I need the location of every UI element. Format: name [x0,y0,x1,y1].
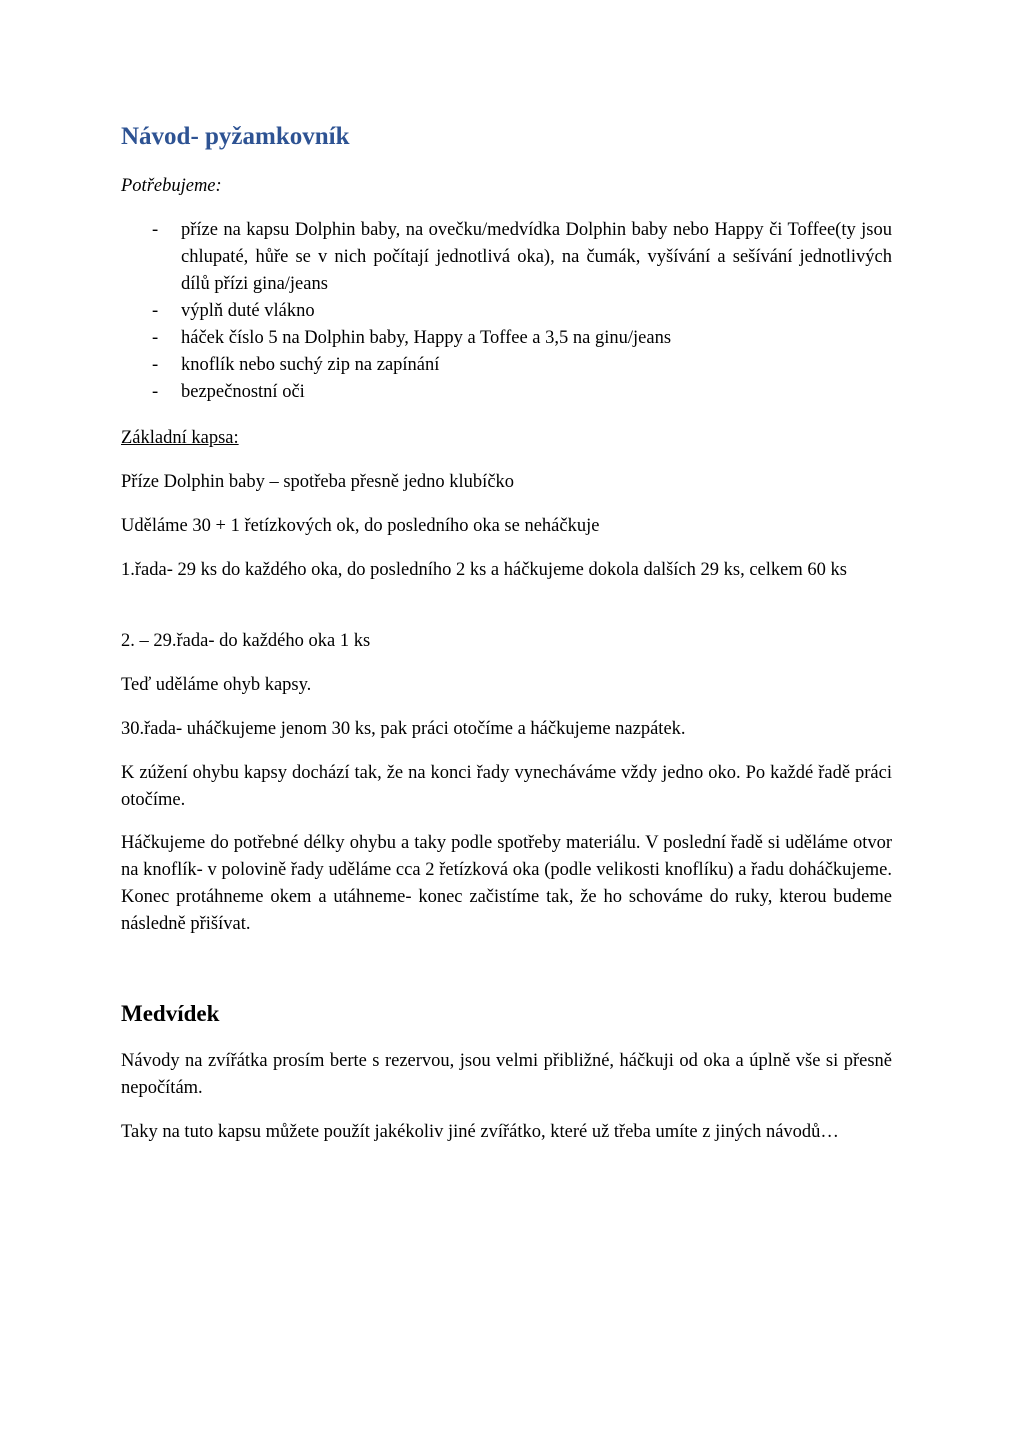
paragraph: 30.řada- uháčkujeme jenom 30 ks, pak práci otočíme a háčkujeme nazpátek. [121,719,686,739]
paragraph: 2. – 29.řada- do každého oka 1 ks [121,631,371,651]
list-item [121,325,892,352]
list-item-text: výplň duté vlákno [181,301,315,321]
list-dash: - [152,328,159,348]
list-dash: - [152,382,159,402]
list-item [121,217,892,298]
section-heading-medvidek: Medvídek [121,1001,220,1026]
needs-list [121,217,892,406]
list-dash: - [152,301,159,321]
list-dash: - [152,220,159,240]
list-item-text: bezpečnostní oči [181,382,305,402]
paragraph: Příze Dolphin baby – spotřeba přesně jedno klubíčko [121,472,515,492]
paragraph: Uděláme 30 + 1 řetízkových ok, do posledního oka se neháčkuje [121,516,600,536]
paragraph: Háčkujeme do potřebné délky ohybu a taky podle spotřeby materiálu. V poslední řadě si uděláme otvor na knoflík- v polovině řady uděláme cca 2 řetízková oka (podle velikosti knoflíku) a řadu doháčkujeme. Konec protáhneme okem a utáhneme- konec začistíme tak, že ho schováme do ruky, kterou budeme následně přišívat. [121,833,892,934]
list-item [121,298,892,325]
paragraph: Návody na zvířátka prosím berte s rezervou, jsou velmi přibližné, háčkuji od oka a úplně vše si přesně nepočítám. [121,1051,892,1098]
list-item [121,352,892,379]
list-item [121,379,892,406]
needs-label: Potřebujeme: [121,176,222,196]
paragraph: Teď uděláme ohyb kapsy. [121,675,312,695]
paragraph: K zúžení ohybu kapsy dochází tak, že na konci řady vynecháváme vždy jedno oko. Po každé řadě práci otočíme. [121,763,892,810]
list-dash: - [152,355,159,375]
paragraph: 1.řada- 29 ks do každého oka, do posledního 2 ks a háčkujeme dokola dalších 29 ks, celkem 60 ks [121,560,847,580]
list-item-text: háček číslo 5 na Dolphin baby, Happy a Toffee a 3,5 na ginu/jeans [181,328,672,348]
page-title: Návod- pyžamkovník [121,123,350,150]
paragraph: Taky na tuto kapsu můžete použít jakékoliv jiné zvířátko, které už třeba umíte z jiných návodů… [121,1122,839,1142]
section-heading-zakladni-kapsa: Základní kapsa: [121,428,239,448]
list-item-text: příze na kapsu Dolphin baby, na ovečku/medvídka Dolphin baby nebo Happy či Toffee(ty jsou chlupaté, hůře se v nich počítají jednotlivá oka), na čumák, vyšívání a sešívání jednotlivých dílů přízi gina/jeans [181,220,892,294]
list-item-text: knoflík nebo suchý zip na zapínání [181,355,440,375]
